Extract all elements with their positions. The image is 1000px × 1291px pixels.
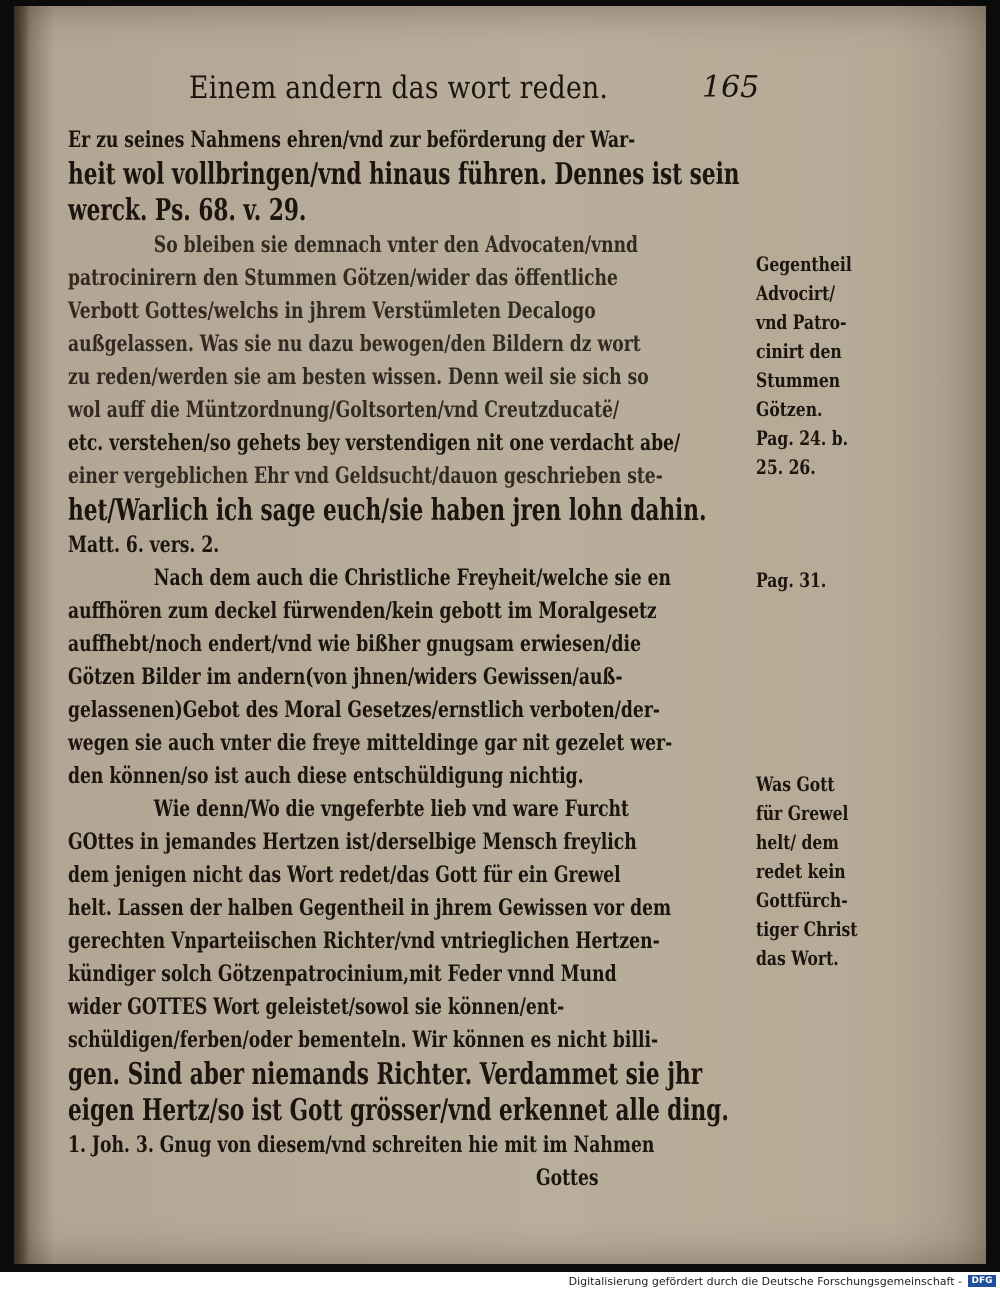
text-line: wider GOTTES Wort geleistet/sowol sie können/ent- — [68, 994, 565, 1020]
text-line: auffhören zum deckel fürwenden/kein gebott im Moralgesetz — [68, 598, 657, 624]
margin-note-line: helt/ dem — [756, 830, 839, 854]
dfg-logo: DFG — [968, 1275, 996, 1287]
margin-note-line: cinirt den — [756, 339, 842, 363]
text-line: eigen Hertz/so ist Gott grösser/vnd erkennet alle ding. — [68, 1093, 729, 1128]
text-line: wol auff die Müntzordnung/Goltsorten/vnd Creutzducatë/ — [68, 397, 620, 423]
text-line: etc. verstehen/so gehets bey verstendigen nit one verdacht abe/ — [68, 430, 681, 456]
margin-note-line: Gegentheil — [756, 252, 852, 276]
text-line: So bleiben sie demnach vnter den Advocaten/vnnd — [153, 232, 639, 258]
text-line: einer vergeblichen Ehr vnd Geldsucht/dauon geschrieben ste- — [68, 463, 663, 489]
text-line: gen. Sind aber niemands Richter. Verdammet sie jhr — [68, 1057, 703, 1092]
text-line: patrocinirern den Stummen Götzen/wider das öffentliche — [68, 265, 618, 291]
margin-note-line: Götzen. — [756, 397, 823, 421]
margin-note-line: tiger Christ — [756, 917, 858, 941]
text-line: dem jenigen nicht das Wort redet/das Gott für ein Grewel — [68, 862, 621, 888]
margin-note-line: vnd Patro- — [756, 310, 847, 334]
text-line: Nach dem auch die Christliche Freyheit/welche sie en — [153, 565, 672, 591]
text-line: Wie denn/Wo die vngeferbte lieb vnd ware Furcht — [153, 796, 629, 822]
margin-note-line: das Wort. — [756, 946, 839, 970]
margin-note-line: redet kein — [756, 859, 846, 883]
margin-note-line: Advocirt/ — [756, 281, 836, 305]
catchword: Gottes — [536, 1165, 599, 1191]
margin-note-line: Pag. 31. — [756, 568, 827, 592]
book-page — [14, 6, 986, 1264]
margin-note-line: Was Gott — [756, 772, 835, 796]
margin-note-line: Stummen — [756, 368, 841, 392]
body-text — [68, 124, 768, 1195]
text-line: 1. Joh. 3. Gnug von diesem/vnd schreiten hie mit im Nahmen — [68, 1132, 655, 1158]
margin-note-line: für Grewel — [756, 801, 849, 825]
text-line: gelassenen)Gebot des Moral Gesetzes/ernstlich verboten/der- — [68, 697, 661, 723]
running-head: Einem andern das wort reden. — [189, 70, 609, 106]
margin-note-advocirt — [756, 250, 896, 482]
text-line: werck. Ps. 68. v. 29. — [68, 193, 307, 228]
text-line: auffhebt/noch endert/vnd wie bißher gnugsam erwiesen/die — [68, 631, 641, 657]
text-line: Er zu seines Nahmens ehren/vnd zur beförderung der War- — [68, 127, 636, 153]
margin-note-grewel — [756, 770, 896, 973]
text-line: den können/so ist auch diese entschüldigung nichtig. — [68, 763, 584, 789]
text-line: gerechten Vnparteiischen Richter/vnd vntrieglichen Hertzen- — [68, 928, 660, 954]
page-number: 165 — [702, 70, 760, 105]
margin-note-line: Pag. 24. b. — [756, 426, 849, 450]
text-line: zu reden/werden sie am besten wissen. Denn weil sie sich so — [68, 364, 649, 390]
text-line: helt. Lassen der halben Gegentheil in jhrem Gewissen vor dem — [68, 895, 672, 921]
text-line: kündiger solch Götzenpatrocinium,mit Feder vnnd Mund — [68, 961, 617, 987]
margin-note-line: Gottfürch- — [756, 888, 848, 912]
text-line: het/Warlich ich sage euch/sie haben jren lohn dahin. — [68, 493, 707, 528]
text-line: schüldigen/ferben/oder bementeln. Wir können es nicht billi- — [68, 1027, 659, 1053]
margin-note-pag31 — [756, 566, 896, 595]
footer-bar — [0, 1272, 1000, 1291]
text-line: wegen sie auch vnter die freye mitteldinge gar nit gezelet wer- — [68, 730, 673, 756]
text-line: Verbott Gottes/welchs in jhrem Verstümleten Decalogo — [68, 298, 596, 324]
funding-credit: Digitalisierung gefördert durch die Deutsche Forschungsgemeinschaft - — [568, 1275, 962, 1288]
text-line: GOttes in jemandes Hertzen ist/derselbige Mensch freylich — [68, 829, 637, 855]
text-line: außgelassen. Was sie nu dazu bewogen/den Bildern dz wort — [68, 331, 641, 357]
text-line: Götzen Bilder im andern(von jhnen/widers Gewissen/auß- — [68, 664, 623, 690]
text-line: Matt. 6. vers. 2. — [68, 532, 220, 558]
margin-note-line: 25. 26. — [756, 455, 816, 479]
text-line: heit wol vollbringen/vnd hinaus führen. Dennes ist sein — [68, 157, 740, 192]
